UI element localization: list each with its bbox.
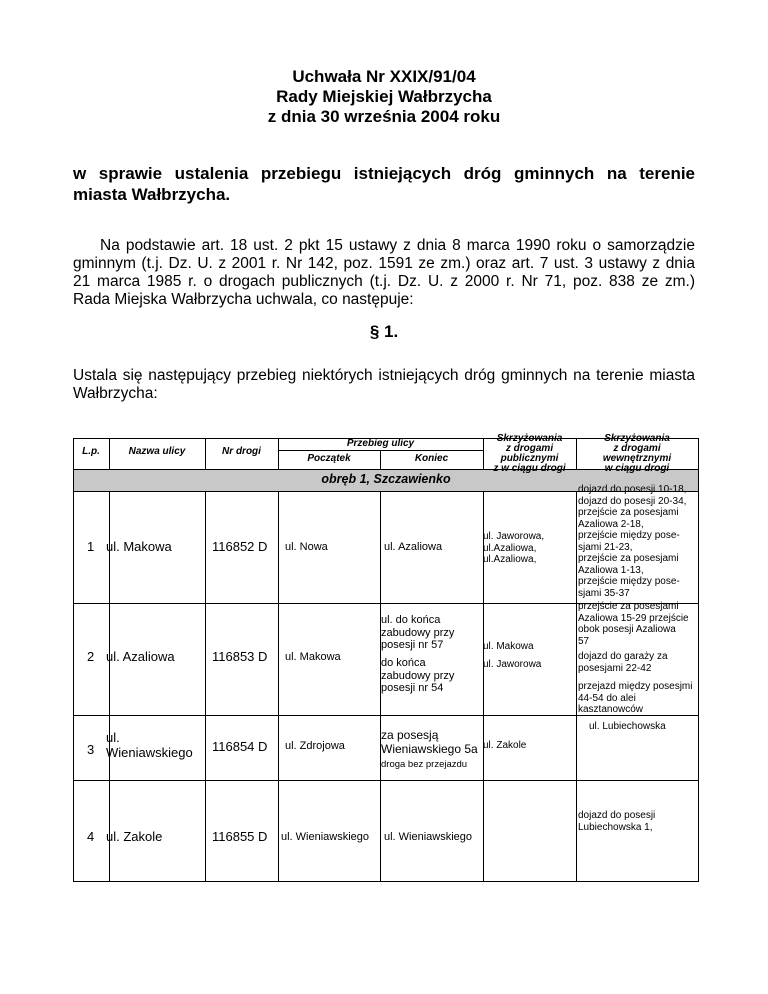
row1-name: ul. Makowa [106,539,172,554]
row2-wewnetrzne-alt2 [578,681,693,716]
row1-lp: 1 [87,539,95,554]
header-name: Nazwa ulicy [128,446,186,457]
row1-wewnetrzne-1: dojazd do posesji 10-18, [578,484,687,495]
row3-nr: 116854 D [212,739,268,754]
row4-lp: 4 [87,829,95,844]
row3-koniec-2: Wieniawskiego 5a [381,742,478,756]
row2-koniec [381,614,454,652]
row1-wewnetrzne-4: Azaliowa 2-18, [578,518,644,530]
header-koniec: Koniec [414,453,449,464]
row3-koniec-note: droga bez przejazdu [381,759,468,770]
row2-koniec2-1: do końca [381,657,426,669]
row1-publiczne-3: ul.Azaliowa, [483,554,537,565]
row1-publiczne-1: ul. Jaworowa, [483,531,545,542]
row3-koniec [381,728,478,756]
header-przebieg: Przebieg ulicy [346,438,415,449]
row1-wewnetrzne-2: dojazd do posesji 20-34, [578,495,687,507]
intro-line-1: Ustala się następujący przebieg niektórych istniejących dróg gminnych na terenie miasta [73,367,695,384]
row4-koniec: ul. Wieniawskiego [384,831,473,843]
row1-nr: 116852 D [212,539,268,554]
row2-wewnetrzne [578,601,689,647]
row1-wewnetrzne-5: przejście między pose- [578,530,680,541]
preamble-line-2: gminnym (t.j. Dz. U. z 2001 r. Nr 142, poz. 1591 ze zm.) oraz art. 7 ust. 3 ustawy z dnia [73,255,695,272]
header-wewnetrzne-2: z drogami [613,443,661,454]
row4-wewnetrzne-1: dojazd do posesji [578,810,656,821]
row1-publiczne [483,531,544,566]
row3-koniec-1: za posesją [381,728,439,742]
row2-koniec-2: zabudowy przy [381,626,455,639]
section-heading: § 1. [369,322,399,341]
row2-wewnetrzne-1: przejście za posesjami [578,601,679,612]
row2-nr: 116853 D [212,649,268,664]
row2-wewnetrzne2-1: dojazd do garaży za [578,651,668,662]
header-lp: L.p. [82,446,100,457]
row2-wewnetrzne3-2: 44-54 do alei [578,692,636,704]
intro-line-2: Wałbrzycha: [73,385,158,402]
row2-wewnetrzne-alt [578,651,668,674]
header-publiczne-1: Skrzyżowania [496,433,563,444]
row3-poczatek: ul. Zdrojowa [285,740,345,752]
header-wewnetrzne-3: wewnętrznymi [602,453,672,464]
preamble-line-3: 21 marca 1985 r. o drogach publicznych (t.j. Dz. U. z 2000 r. Nr 71, poz. 838 ze zm.) [73,273,695,290]
row1-wewnetrzne-8: Azaliowa 1-13, [578,564,644,576]
header-publiczne-3: publicznymi [500,453,559,464]
row2-publiczne: ul. Makowa [483,641,534,652]
row2-wewnetrzne-3: obok posesji Azaliowa [578,624,676,635]
header-wewnetrzne-4: w ciągu drogi [604,463,670,474]
row2-wewnetrzne-4: 57 [578,635,590,647]
row2-koniec-3: posesji nr 57 [381,639,444,651]
row2-wewnetrzne-2: Azaliowa 15-29 przejście [578,612,689,624]
subject [73,163,695,205]
row4-nr: 116855 D [212,829,268,844]
subject-line-1: w sprawie ustalenia przebiegu istniejących dróg gminnych na terenie [73,164,695,183]
row2-koniec-alt [381,657,454,695]
row1-wewnetrzne-10: sjami 35-37 [578,587,630,599]
row1-koniec: ul. Azaliowa [384,541,443,553]
header-wewnetrzne-1: Skrzyżowania [604,433,670,444]
row1-wewnetrzne-7: przejście za posesjami [578,553,679,564]
header-publiczne [483,434,576,474]
header-nr: Nr drogi [222,446,261,457]
row1-wewnetrzne-9: przejście między pose- [578,576,680,587]
council-name: Rady Miejskiej Wałbrzycha [276,87,492,106]
row2-lp: 2 [87,649,95,664]
row3-name-2: Wieniawskiego [106,745,193,760]
row3-name [106,730,193,760]
row1-publiczne-2: ul.Azaliowa, [483,542,537,554]
roads-table [73,433,699,882]
row4-name: ul. Zakole [106,829,163,844]
row2-wewnetrzne3-3: kasztanowców [578,704,644,715]
preamble [73,237,695,309]
row1-wewnetrzne-3: przejście za posesjami [578,507,679,518]
row2-publiczne-alt: ul. Jaworowa [483,659,542,670]
row2-wewnetrzne3-1: przejazd między posesjmi [578,681,693,692]
row2-wewnetrzne2-2: posesjami 22-42 [578,662,652,674]
row1-wewnetrzne [578,484,686,599]
row2-koniec2-3: posesji nr 54 [381,682,444,694]
row2-name: ul. Azaliowa [106,649,175,664]
header-wewnetrzne [576,434,698,474]
row3-lp: 3 [87,742,95,757]
row3-wewnetrzne: ul. Lubiechowska [589,721,666,732]
row4-wewnetrzne-2: Lubiechowska 1, [578,821,653,833]
row1-poczatek: ul. Nowa [285,541,328,553]
preamble-line-4: Rada Miejska Wałbrzycha uchwala, co następuje: [73,291,414,308]
row4-wewnetrzne [578,810,655,833]
row3-name-1: ul. [106,730,120,745]
row1-wewnetrzne-6: sjami 21-23, [578,541,633,553]
header-poczatek: Początek [307,453,351,464]
group-label: obręb 1, Szczawienko [321,472,451,486]
row2-poczatek: ul. Makowa [285,651,341,663]
resolution-date: z dnia 30 września 2004 roku [267,107,501,126]
row2-koniec2-2: zabudowy przy [381,669,455,682]
row4-poczatek: ul. Wieniawskiego [281,831,370,843]
resolution-number: Uchwała Nr XXIX/91/04 [292,67,476,86]
header-publiczne-2: z drogami [505,443,554,454]
preamble-line-1: Na podstawie art. 18 ust. 2 pkt 15 ustawy z dnia 8 marca 1990 roku o samorządzie [100,237,695,254]
row2-koniec-1: ul. do końca [381,614,441,626]
header-publiczne-4: z w ciągu drogi [493,463,566,474]
row3-publiczne: ul. Zakole [483,740,527,751]
intro [73,367,695,403]
subject-line-2: miasta Wałbrzycha. [73,185,231,204]
